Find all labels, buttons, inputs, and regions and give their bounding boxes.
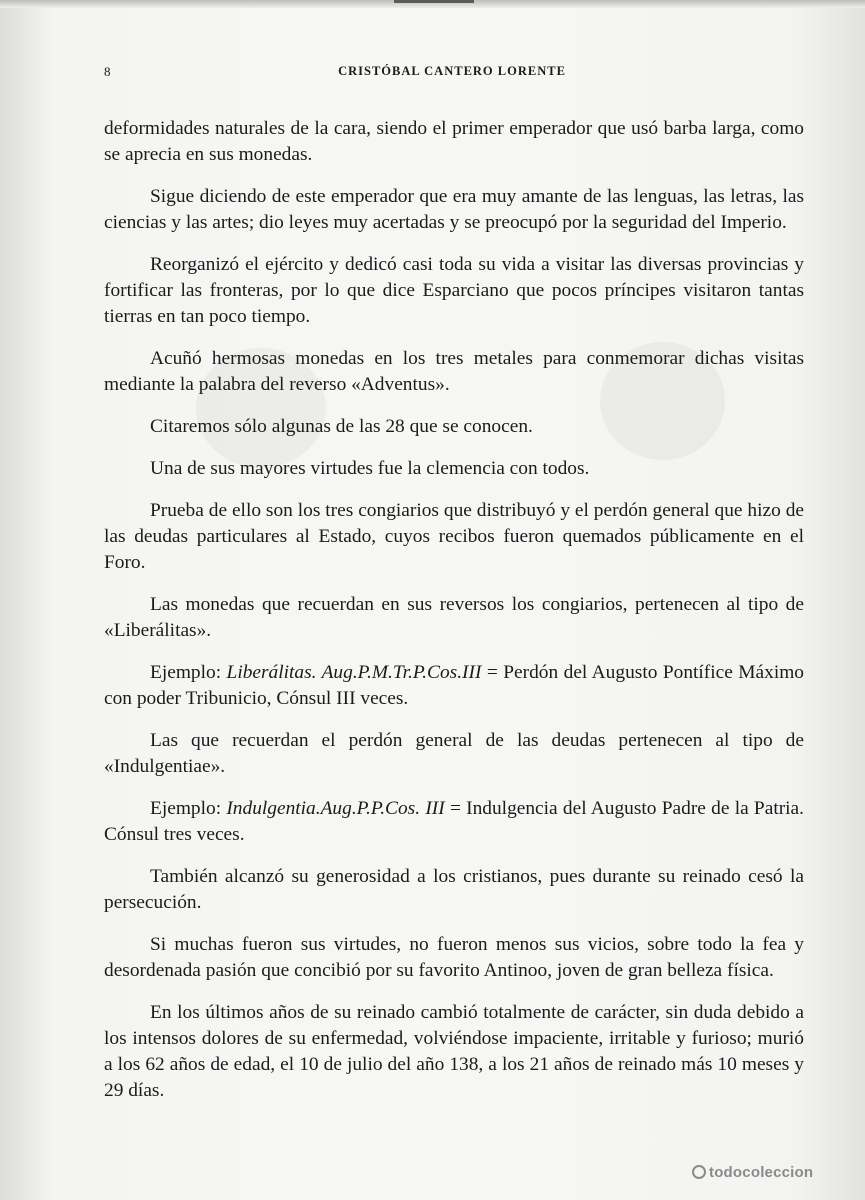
paragraph-9-example [104, 660, 804, 712]
paragraph-8: Las monedas que recuerdan en sus reversos los congiarios, pertenecen al tipo de «Liberálitas». [104, 594, 804, 641]
paragraph-1: deformidades naturales de la cara, siendo el primer emperador que usó barba larga, como se aprecia en sus monedas. [104, 118, 804, 165]
example-lead: Ejemplo: [150, 798, 227, 819]
paragraph-12: También alcanzó su generosidad a los cristianos, pues durante su reinado cesó la persecución. [104, 866, 804, 913]
binding-mark [394, 0, 474, 3]
paragraph-11-example [104, 796, 804, 848]
body-text [104, 116, 804, 1120]
paragraph-6: Una de sus mayores virtudes fue la clemencia con todos. [150, 458, 590, 479]
page-header [104, 62, 800, 82]
coin-legend-indulgentia: Indulgentia.Aug.P.P.Cos. III [226, 798, 445, 819]
paragraph-14: En los últimos años de su reinado cambió totalmente de carácter, sin duda debido a los intensos dolores de su enfermedad, volviéndose impaciente, irritable y furioso; murió a los 62 años de edad, el 10 de julio del año 138, a los 21 años de reinado más 10 meses y 29 días. [104, 1002, 804, 1101]
watermark-text: todocoleccion [709, 1164, 814, 1181]
paragraph-7: Prueba de ello son los tres congiarios que distribuyó y el perdón general que hizo de las deudas particulares al Estado, cuyos recibos fueron quemados públicamente en el Foro. [104, 500, 804, 573]
watermark [692, 1164, 813, 1181]
paragraph-5: Citaremos sólo algunas de las 28 que se conocen. [150, 416, 533, 437]
page-number: 8 [104, 64, 111, 79]
example-translation: = Indulgencia del Augusto Padre de la Patria. Cónsul tres veces. [104, 798, 805, 845]
todocoleccion-logo-icon [692, 1165, 706, 1179]
paragraph-10: Las que recuerdan el perdón general de las deudas pertenecen al tipo de «Indulgentiae». [104, 730, 804, 777]
paragraph-13: Si muchas fueron sus virtudes, no fueron menos sus vicios, sobre todo la fea y desordenada pasión que concibió por su favorito Antinoo, joven de gran belleza física. [104, 934, 804, 981]
example-lead: Ejemplo: [150, 662, 227, 683]
coin-legend-liberalitas: Liberálitas. Aug.P.M.Tr.P.Cos.III [226, 662, 482, 683]
running-head: CRISTÓBAL CANTERO LORENTE [338, 64, 566, 78]
paragraph-4: Acuñó hermosas monedas en los tres metales para conmemorar dichas visitas mediante la palabra del reverso «Adventus». [104, 348, 804, 395]
paragraph-2: Sigue diciendo de este emperador que era muy amante de las lenguas, las letras, las ciencias y las artes; dio leyes muy acertadas y se preocupó por la seguridad del Imperio. [104, 186, 804, 233]
example-translation: = Perdón del Augusto Pontífice Máximo con poder Tribunicio, Cónsul III veces. [104, 662, 805, 709]
paragraph-3: Reorganizó el ejército y dedicó casi toda su vida a visitar las diversas provincias y fortificar las fronteras, por lo que dice Esparciano que pocos príncipes visitaron tantas tierras en tan poco tiempo. [104, 254, 804, 327]
